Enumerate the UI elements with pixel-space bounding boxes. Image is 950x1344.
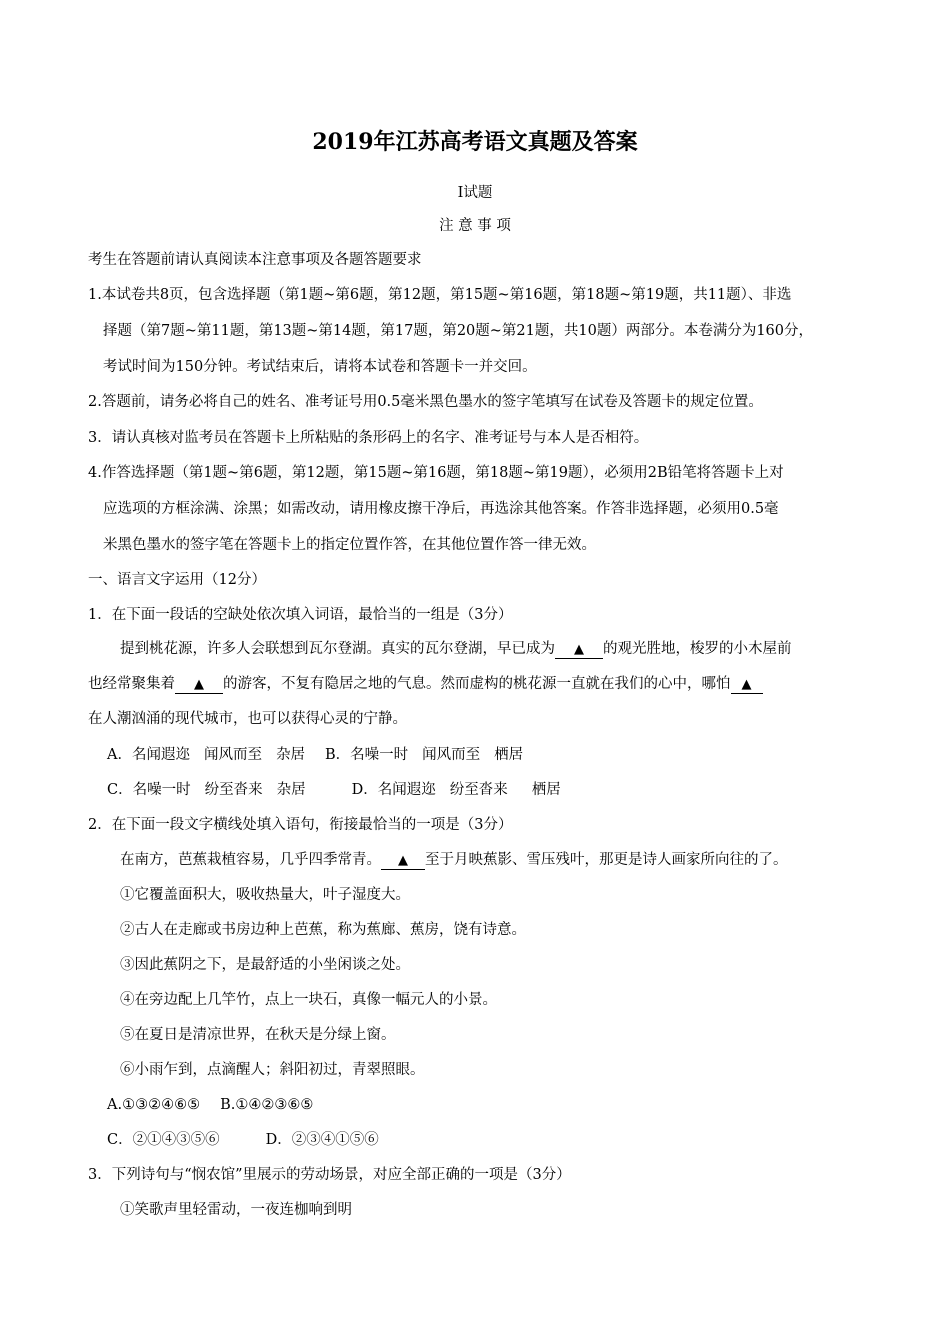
notice-4-line-3: 米黑色墨水的签字笔在答题卡上的指定位置作答，在其他位置作答一律无效。 (103, 537, 596, 553)
q2-stem: 2．在下面一段文字横线处填入语句，衔接最恰当的一项是（3分） (88, 817, 513, 833)
notice-1-line-2: 择题（第7题~第11题，第13题~第14题，第17题，第20题~第21题，共10题）两部分。本卷满分为160分， (103, 323, 814, 339)
q1-option-b-word-2: 闻风而至 (422, 747, 481, 763)
q2-text: 至于月映蕉影、雪压残叶，那更是诗人画家所向往的了。 (425, 852, 788, 868)
q2-item-5: ⑤在夏日是清凉世界，在秋天是分绿上窗。 (120, 1027, 396, 1043)
part1-heading: 一、语言文字运用（12分） (88, 572, 266, 588)
q1-text: 也经常聚集着 (88, 676, 175, 692)
q1-passage-line-3: 在人潮汹涌的现代城市，也可以获得心灵的宁静。 (88, 711, 407, 727)
q1-text: 提到桃花源，许多人会联想到瓦尔登湖。真实的瓦尔登湖，早已成为 (120, 641, 555, 657)
notice-4-line-2: 应选项的方框涂满、涂黑；如需改动，请用橡皮擦干净后，再选涂其他答案。作答非选择题，必须用0.5毫 (103, 501, 779, 517)
q2-passage (120, 850, 788, 870)
q2-item-1: ①它覆盖面积大，吸收热量大，叶子湿度大。 (120, 887, 410, 903)
q2-option-b: B.①④②③⑥⑤ (220, 1097, 314, 1113)
notice-heading: 注 意 事 项 (439, 218, 511, 234)
q1-stem: 1．在下面一段话的空缺处依次填入词语，最恰当的一组是（3分） (88, 607, 513, 623)
q2-text: 在南方，芭蕉栽植容易，几乎四季常青。 (120, 852, 381, 868)
notice-1-line-1: 1.本试卷共8页，包含选择题（第1题~第6题，第12题，第15题~第16题，第18题~第19题，共11题）、非选 (88, 287, 792, 303)
q1-option-b-word-3: 栖居 (494, 747, 524, 763)
notice-4-line-1: 4.作答选择题（第1题~第6题，第12题，第15题~第16题，第18题~第19题），必须用2B铅笔将答题卡上对 (88, 465, 784, 481)
notice-3: 3．请认真核对监考员在答题卡上所粘贴的条形码上的名字、准考证号与本人是否相符。 (88, 430, 649, 446)
q2-options-row-1 (107, 1095, 313, 1115)
q2-item-6: ⑥小雨乍到，点滴醒人；斜阳初过，青翠照眼。 (120, 1062, 425, 1078)
q2-item-4: ④在旁边配上几竿竹，点上一块石，真像一幅元人的小景。 (120, 992, 497, 1008)
q1-option-b-word-1: B．名噪一时 (324, 747, 409, 763)
q1-options-row-1 (107, 745, 523, 765)
q1-option-a-word-2: 闻风而至 (203, 747, 262, 763)
q1-passage-line-1 (120, 639, 792, 659)
q2-options-row-2 (107, 1130, 379, 1150)
q1-blank-3: ▲ (731, 677, 763, 694)
q2-blank: ▲ (381, 853, 425, 870)
q2-option-a: A.①③②④⑥⑤ (107, 1097, 201, 1113)
q1-option-c-word-1: C．名噪一时 (107, 782, 191, 798)
q3-item-1: ①笑歌声里轻雷动，一夜连枷响到明 (120, 1202, 352, 1218)
q1-option-a-word-1: A．名闻遐迩 (107, 747, 190, 763)
q1-option-d-word-1: D．名闻遐迩 (351, 782, 436, 798)
q2-option-d: D．②③④①⑤⑥ (265, 1132, 379, 1148)
q2-item-3: ③因此蕉阴之下，是最舒适的小坐闲谈之处。 (120, 957, 410, 973)
q1-options-row-2 (107, 780, 561, 800)
q1-text: 的观光胜地，梭罗的小木屋前 (603, 641, 792, 657)
notice-intro: 考生在答题前请认真阅读本注意事项及各题答题要求 (88, 252, 422, 268)
section-label: I试题 (457, 185, 493, 201)
q1-blank-2: ▲ (175, 677, 223, 694)
q1-blank-1: ▲ (555, 642, 603, 659)
q1-option-a-word-3: 杂居 (275, 747, 305, 763)
q1-option-d-word-2: 纷至沓来 (449, 782, 508, 798)
q1-option-c-word-3: 杂居 (276, 782, 306, 798)
q1-option-c-word-2: 纷至沓来 (204, 782, 263, 798)
q2-item-2: ②古人在走廊或书房边种上芭蕉，称为蕉廊、蕉房，饶有诗意。 (120, 922, 526, 938)
q1-text: 的游客，不复有隐居之地的气息。然而虚构的桃花源一直就在我们的心中，哪怕 (223, 676, 731, 692)
exam-title: 2019年江苏高考语文真题及答案 (312, 129, 638, 155)
q1-option-d-word-3: 栖居 (531, 782, 561, 798)
q3-stem: 3．下列诗句与“悯农馆”里展示的劳动场景，对应全部正确的一项是（3分） (88, 1167, 571, 1183)
notice-2: 2.答题前，请务必将自己的姓名、准考证号用0.5毫米黑色墨水的签字笔填写在试卷及答题卡的规定位置。 (88, 394, 763, 410)
q2-option-c: C．②①④③⑤⑥ (107, 1132, 220, 1148)
notice-1-line-3: 考试时间为150分钟。考试结束后，请将本试卷和答题卡一并交回。 (103, 359, 537, 375)
q1-passage-line-2 (88, 674, 763, 694)
